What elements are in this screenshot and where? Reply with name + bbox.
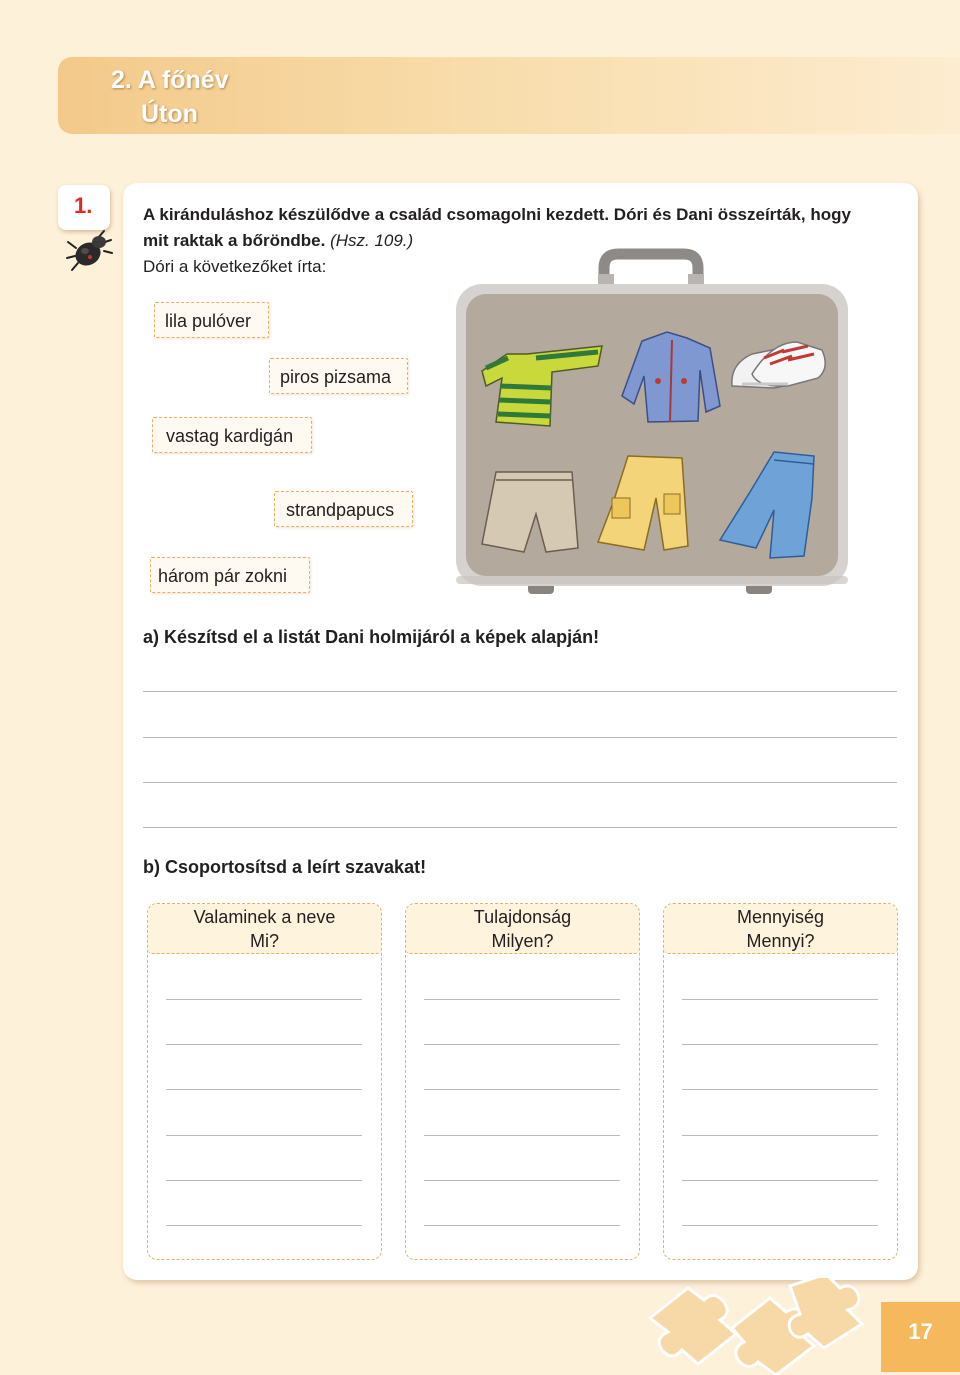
answer-line[interactable] <box>143 737 897 738</box>
word-tag: három pár zokni <box>150 557 310 593</box>
answer-line[interactable] <box>682 1135 878 1136</box>
answer-line[interactable] <box>143 782 897 783</box>
answer-line[interactable] <box>682 1225 878 1226</box>
category-column-adjective <box>405 903 640 1260</box>
answer-line[interactable] <box>682 1180 878 1181</box>
word-tag: strandpapucs <box>274 491 413 527</box>
column-header <box>406 904 639 954</box>
answer-line[interactable] <box>143 827 897 828</box>
suitcase-illustration <box>452 246 867 606</box>
answer-line[interactable] <box>166 1089 362 1090</box>
column-title: Valaminek a neve <box>193 907 336 927</box>
category-column-numeral <box>663 903 898 1260</box>
answer-line[interactable] <box>166 1225 362 1226</box>
column-question: Mennyi? <box>746 931 815 951</box>
answer-line[interactable] <box>166 1135 362 1136</box>
word-tag: lila pulóver <box>154 302 269 338</box>
intro-text-line2-wrap <box>143 231 413 251</box>
answer-line[interactable] <box>682 999 878 1000</box>
answer-line[interactable] <box>682 1089 878 1090</box>
puzzle-pieces-decoration <box>640 1278 880 1375</box>
answer-line[interactable] <box>424 1044 620 1045</box>
column-header <box>148 904 381 954</box>
answer-line[interactable] <box>424 1225 620 1226</box>
beetle-icon <box>64 226 114 276</box>
column-question: Mi? <box>249 931 279 951</box>
column-header <box>664 904 897 954</box>
chapter-title: 2. A főnév <box>111 66 229 94</box>
answer-line[interactable] <box>424 999 620 1000</box>
reference-text: (Hsz. 109.) <box>330 231 414 250</box>
answer-line[interactable] <box>166 1180 362 1181</box>
task-a-prompt: a) Készítsd el a listát Dani holmijáról a képek alapján! <box>143 627 600 647</box>
answer-line[interactable] <box>424 1135 620 1136</box>
page-number: 17 <box>908 1319 933 1344</box>
chapter-subtitle: Úton <box>141 100 198 128</box>
exercise-number: 1. <box>74 193 93 218</box>
intro-text-line1: A kiránduláshoz készülődve a család csomagolni kezdett. Dóri és Dani összeírták, hogy <box>143 205 851 224</box>
word-tag: piros pizsama <box>269 358 408 394</box>
word-tag: vastag kardigán <box>152 417 312 453</box>
task-b-prompt: b) Csoportosítsd a leírt szavakat! <box>143 857 427 877</box>
category-column-noun <box>147 903 382 1260</box>
answer-line[interactable] <box>166 1044 362 1045</box>
answer-line[interactable] <box>143 691 897 692</box>
answer-line[interactable] <box>682 1044 878 1045</box>
column-question: Milyen? <box>491 931 554 951</box>
column-title: Tulajdonság <box>473 907 572 927</box>
intro-text-line3: Dóri a következőket írta: <box>143 257 327 276</box>
intro-text-line2: mit raktak a bőröndbe. <box>143 231 326 250</box>
answer-line[interactable] <box>424 1180 620 1181</box>
column-title: Mennyiség <box>736 907 825 927</box>
answer-line[interactable] <box>166 999 362 1000</box>
answer-line[interactable] <box>424 1089 620 1090</box>
